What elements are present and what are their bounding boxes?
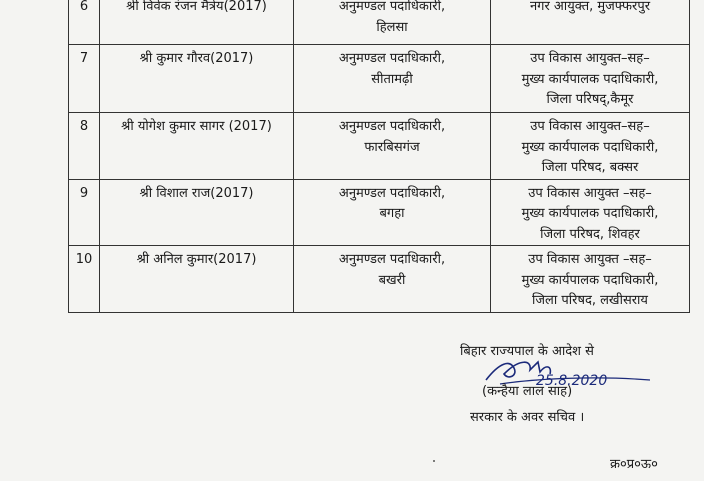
new-posting-line: जिला परिषद, शिवहर	[540, 226, 640, 242]
serial-cell: 9	[69, 179, 100, 246]
posting-table	[68, 0, 690, 313]
signatory-designation: सरकार के अवर सचिव ।	[470, 410, 585, 425]
officer-name-cell: श्री योगेश कुमार सागर (2017)	[100, 113, 294, 180]
footer-code: क्र०प्र०ऊ०	[610, 457, 658, 472]
current-posting-cell	[294, 45, 491, 113]
current-posting-line: अनुमण्डल पदाधिकारी,	[338, 185, 446, 201]
current-posting-line: फारबिसगंज	[364, 139, 420, 155]
current-posting-line: अनुमण्डल पदाधिकारी,	[338, 119, 446, 134]
officer-name-cell: श्री अनिल कुमार(2017)	[100, 246, 294, 313]
current-posting-cell	[294, 0, 491, 45]
new-posting-cell	[491, 246, 690, 313]
table-row	[69, 179, 690, 246]
table-row	[69, 246, 690, 313]
new-posting-line: उप विकास आयुक्त–सह–	[530, 51, 650, 66]
new-posting-line: उप विकास आयुक्त –सह–	[528, 185, 652, 201]
new-posting-cell	[491, 179, 690, 246]
serial-cell: 6	[69, 0, 100, 45]
serial-cell: 8	[69, 113, 100, 180]
officer-name-cell: श्री विवेक रंजन मैत्रेय(2017)	[100, 0, 294, 45]
current-posting-line: सीतामढ़ी	[371, 71, 413, 87]
svg-text:25.8.2020: 25.8.2020	[536, 373, 608, 388]
officer-name-cell: श्री विशाल राज(2017)	[100, 179, 294, 246]
new-posting-line: नगर आयुक्त, मुजफ्फरपुर	[529, 0, 651, 14]
current-posting-line: अनुमण्डल पदाधिकारी,	[338, 0, 446, 14]
new-posting-cell	[491, 113, 690, 180]
new-posting-cell	[491, 0, 690, 45]
new-posting-line: उप विकास आयुक्त–सह–	[530, 119, 650, 134]
table-row	[69, 0, 690, 45]
new-posting-line: मुख्य कार्यपालक पदाधिकारी,	[521, 272, 659, 288]
new-posting-line: मुख्य कार्यपालक पदाधिकारी,	[521, 206, 659, 221]
order-line: बिहार राज्यपाल के आदेश से	[460, 344, 594, 359]
officer-name-cell: श्री कुमार गौरव(2017)	[100, 45, 294, 113]
current-posting-line: हिलसा	[376, 19, 408, 35]
new-posting-line: जिला परिषद्,कैमूर	[546, 92, 634, 107]
table-row	[69, 113, 690, 180]
new-posting-line: जिला परिषद, बक्सर	[541, 160, 639, 175]
current-posting-line: अनुमण्डल पदाधिकारी,	[338, 51, 446, 66]
new-posting-line: मुख्य कार्यपालक पदाधिकारी,	[521, 71, 659, 87]
new-posting-line: उप विकास आयुक्त –सह–	[528, 252, 652, 267]
new-posting-cell	[491, 45, 690, 113]
new-posting-line: जिला परिषद, लखीसराय	[532, 293, 648, 308]
table-row	[69, 45, 690, 113]
serial-cell: 10	[69, 246, 100, 313]
current-posting-cell	[294, 113, 491, 180]
current-posting-cell	[294, 179, 491, 246]
stray-mark	[433, 460, 435, 462]
signatory-name: (कन्हैया लाल साह)	[482, 384, 573, 399]
current-posting-cell	[294, 246, 491, 313]
current-posting-line: बखरी	[378, 272, 406, 288]
new-posting-line: मुख्य कार्यपालक पदाधिकारी,	[521, 139, 659, 155]
current-posting-line: बगहा	[379, 206, 405, 221]
serial-cell: 7	[69, 45, 100, 113]
current-posting-line: अनुमण्डल पदाधिकारी,	[338, 252, 446, 267]
